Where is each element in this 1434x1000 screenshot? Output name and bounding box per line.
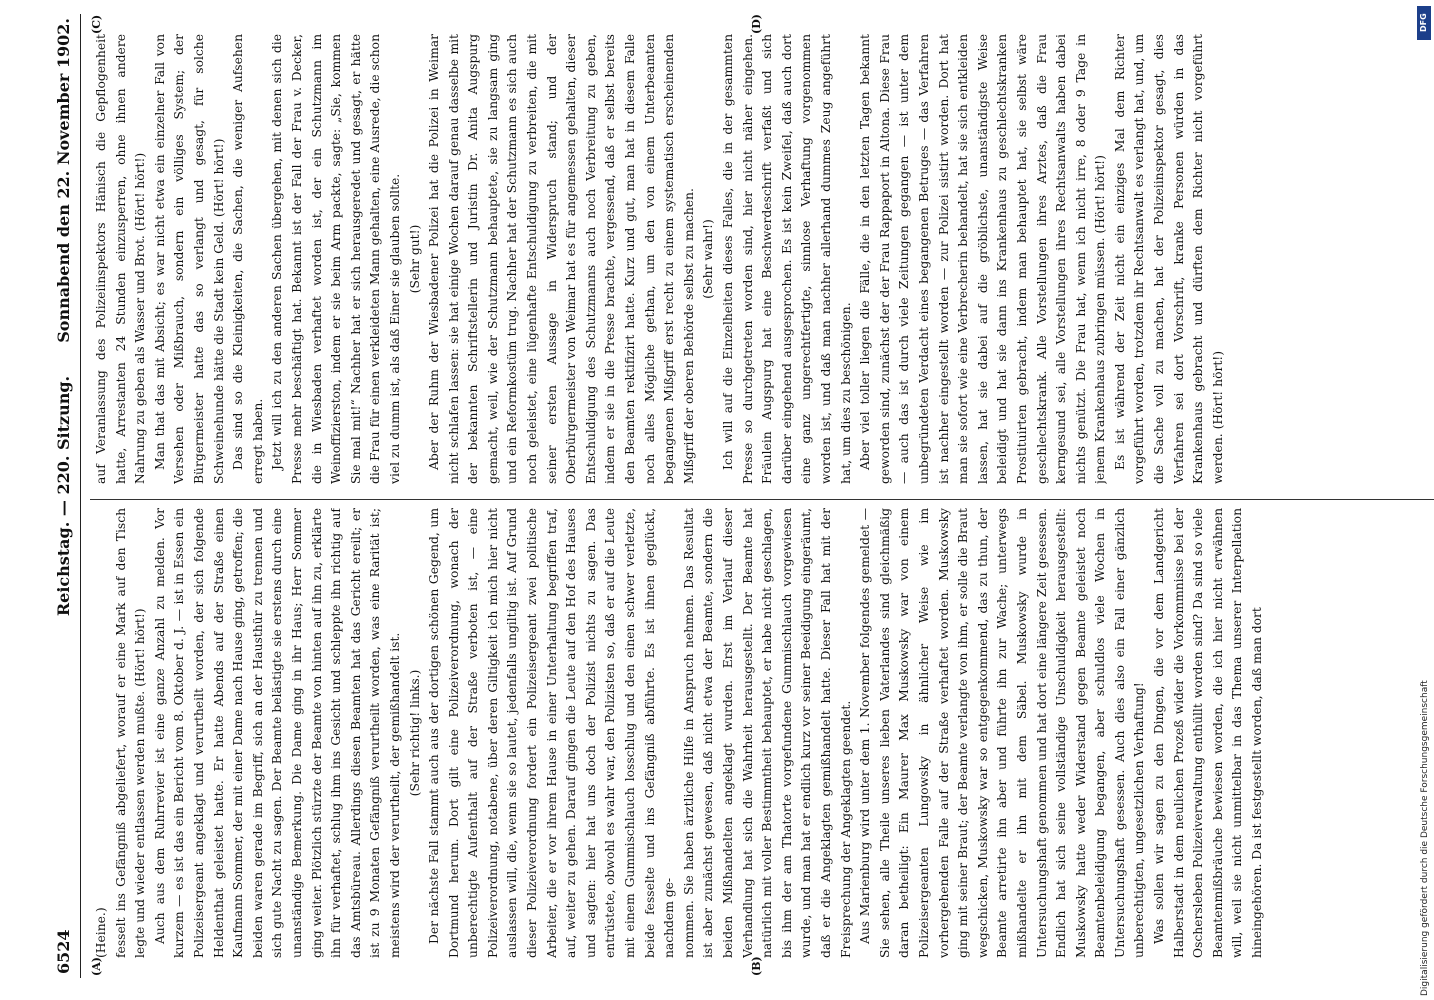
interjection: (Sehr richtig! links.) xyxy=(407,669,422,797)
rotated-page xyxy=(50,14,1434,978)
paragraph: nommen. Sie haben ärztliche Hilfe in Anspruch nehmen. Das Resultat ist aber zunächst gewesen, daß nicht etwa der Beamte, sondern die beiden Mißhandelten angeklagt wurden. Erst im Verlauf dieser Verhandlung hat sich die Wahrheit herausgestellt. Der Beamte hat natürlich mit voller Bestimmtheit behauptet, er habe nicht geschlagen, bis ihm der am Thatorte vorgefundene Gummischlauch vorgewiesen wurde, und man hat er endlich kurz vor seiner Beeidigung eingeräumt, daß er die Angeklagten gemißhandelt hatte. Dieser Fall hat mit der Freisprechung der Angeklagten geendet. xyxy=(681,508,853,958)
paragraph: Aber der Ruhm der Wiesbadener Polizei hat die Polizei in Weimar nicht schlafen lassen: sie hat einige Wochen darauf genau dasselbe mit der bekannten Schriftstellerin und Juristin Dr. Anita Augspurg gemacht, weil, wie der Schutzmann behauptete, sie zu langsam ging und ein Reformkostüm trug. Nachher hat der Schutzmann es sich auch noch geleistet, eine lügenhafte Entschuldigung zu verbreiten, die mit seiner ersten Aussage in Widerspruch stand; und der Oberbürgermeister von Weimar hat es für angemessen gehalten, dieser Entschuldigung des Schutzmanns auch noch Verbreitung zu geben, indem er sie in die Presse brachte, vergessend, daß er selbst bereits den Beamten rektifizirt hatte. Kurz und gut, man hat in diesem Falle noch alles Mögliche gethan, um den von einem Unterbeamten begangenen Mißgriff erst recht zu einem systematisch erscheinenden Mißgriff der oberen Behörde selbst zu machen. xyxy=(427,34,696,484)
paragraph: fesselt ins Gefängniß abgeliefert, worauf er eine Mark auf den Tisch legte und wieder entlassen werden mußte. (Hört! hört!) xyxy=(113,508,148,958)
speaker-label: (Heine.) xyxy=(94,907,108,958)
column-separator xyxy=(90,499,1434,500)
paragraph: Ich will auf die Einzelheiten dieses Falles, die in der gesammten Presse so durchgetreten worden sind, hier nicht näher eingehen. Fräulein Augspurg hat eine Beschwerdeschrift verfaßt und sich darüber eingehend ausgesprochen. Es ist kein Zweifel, daß auch dort eine ganz ungerechtfertigte, sinnlose Verhaftung vorgenommen worden ist, und daß man nachher allerhand dummes Zeug angeführt hat, um dies zu beschönigen. xyxy=(721,34,853,484)
paragraph: Aber viel toller liegen die Fälle, die in den letzten Tagen bekannt geworden sind, zunächst der der Frau Rappaport in Altona. Diese Frau — auch das ist durch viele Zeitungen gegangen — ist unter dem unbegründeten Verdacht eines begangenen Betruges — das Verfahren ist nachher eingestellt worden — zur Polizei sistirt worden. Dort hat man sie sofort wie eine Verbrecherin behandelt, hat sie sich entkleiden lassen, hat sie dabei auf die gröblichste, unanständigste Weise beleidigt und hat sie dann ins Krankenhaus zu geschlechtskranken Prostituirten gebracht, indem man behauptet hat, sie selbst wäre geschlechtskrank. Alle Vorstellungen ihres Arztes, daß die Frau kerngesund sei, alle Vorstellungen ihres Rechtsanwalts haben dabei nichts genützt. Die Frau hat, wenn ich nicht irre, 8 oder 9 Tage in jenem Krankenhaus zubringen müssen. (Hört! hört!) xyxy=(858,34,1108,484)
interjection: (Sehr wahr!) xyxy=(701,219,716,299)
page-header xyxy=(50,14,80,978)
digitization-sidebar xyxy=(1414,0,1434,1000)
paragraph: Es ist während der Zeit nicht ein einziges Mal dem Richter vorgeführt worden, trotzdem ihr Rechtsanwalt es verlangt hat, und, um die Sache voll zu machen, hat der Polizeiinspektor gesagt, dies Verfahren sei dort Vorschrift, kranke Personen würden in das Krankenhaus gebracht und dürften dem Richter nicht vorgeführt werden. (Hört! hört!) xyxy=(1112,34,1225,484)
paragraph: Auch aus dem Ruhrrevier ist eine ganze Anzahl zu melden. Vor kurzem — es ist das ein Bericht vom 8. Oktober d. J. — ist in Essen ein Polizeisergeant angeklagt und verurtheilt worden, der sich folgende Heldenthat geleistet hatte. Er hatte Abends auf der Straße einen Kaufmann Sommer, der mit einer Dame nach Hause ging, getroffen; die beiden waren gerade im Begriff, sich an der Hausthür zu trennen und sich gute Nacht zu sagen. Der Beamte belästigte sie erstens durch eine unanständige Bemerkung. Die Dame ging in ihr Haus; Herr Sommer ging weiter. Plötzlich stürzte der Beamte von hinten auf ihn zu, erklärte ihn für verhaftet, schlug ihm ins Gesicht und schleppte ihn richtig auf das Amtsbüreau. Allerdings diesen Beamten hat das Gericht ereilt; er ist zu 9 Monaten Gefängniß verurtheilt worden, was eine Rarität ist; meistens wird der verurtheilt, der gemißhandelt ist. xyxy=(152,508,402,958)
dfg-logo: DFG xyxy=(1417,6,1431,40)
left-column xyxy=(92,508,1434,958)
paragraph: Aus Marienburg wird unter dem 1. November folgendes gemeldet — Sie sehen, alle Theile unseres lieben Vaterlandes sind gleichmäßig daran betheiligt: Ein Maurer Max Muskowsky war von einem Polizeisergeanten Lungowsky in ähnlicher Weise wie im vorhergehenden Falle auf der Straße verhaftet worden. Muskowsky ging mit seiner Braut; der Beamte verlangte von ihm, er solle die Braut wegschicken, Muskowsky war so entgegenkommend, das zu thun, der Beamte arretirte ihn aber und führte ihn zur Wache; unterwegs mißhandelte er ihn mit dem Säbel. Muskowsky wurde in Untersuchungshaft genommen und hat dort eine längere Zeit gesessen. Endlich hat sich seine vollständige Unschuldigkeit herausgestellt: Muskowsky hatte weder Widerstand gegen Beamte geleistet noch Beamtenbeleidigung begangen, aber schuldlos viele Wochen in Untersuchungshaft gesessen. Auch dies also ein Fall einer gänzlich unberechtigten, ungesetzlichen Verhaftung! xyxy=(858,508,1147,958)
paragraph: Der nächste Fall stammt auch aus der dortigen schönen Gegend, um Dortmund herum. Dort gilt eine Polizeiverordnung, wonach der unberechtigte Aufenthalt auf der Straße verboten ist, — eine Polizeiverordnung, notabene, über deren Giltigkeit ich mich hier nicht auslassen will, die, wenn sie so lautet, jedenfalls ungiltig ist. Auf Grund dieser Polizeiverordnung fordert ein Polizeisergeant zwei politische Arbeiter, die er vor ihrem Hause in einer Unterhaltung begriffen traf, auf, weiter zu gehen. Darauf gingen die Leute auf den Hof des Hauses und sagten: hier hat uns doch der Polizist nichts zu sagen. Das entrüstete, obwohl es wahr war, den Polizisten so, daß er auf die Leute mit einem Gummischlauch losschlug und den einen schwer verletzte, beide fesselte und ins Gefängniß abführte. Es ist ihnen geglückt, nachdem ge- xyxy=(427,508,677,958)
margin-marker-b: (B) xyxy=(750,956,763,976)
paragraph: auf Veranlassung des Polizeiinspektors Hänisch die Gepflogenheit hatte, Arrestanten 24 Stunden einzusperren, ohne ihnen andere Nahrung zu geben als Wasser und Brot. (Hört! hört!) xyxy=(94,34,148,484)
page-number: 6524 xyxy=(54,929,73,974)
interjection: (Sehr gut!) xyxy=(407,224,422,294)
margin-marker-d: (D) xyxy=(750,14,763,34)
paragraph: Man that das mit Absicht; es war nicht etwa ein einzelner Fall von Versehen oder Mißbrauch, sondern ein völliges System; der Bürgermeister hatte das so verlangt und gesagt, für solche Schweinehunde hätte die Stadt kein Geld. (Hört! hört!) xyxy=(152,34,226,484)
session-title: Reichstag. — 220. Sitzung. xyxy=(54,375,73,617)
paragraph: Jetzt will ich zu den anderen Sachen übergehen, mit denen sich die Presse mehr beschäftigt hat. Bekannt ist der Fall der Frau v. Decker, die in Wiesbaden verhaftet worden ist, der ein Schutzmann im Weinoffizierston, indem er sie beim Arm packte, sagte: „Sie, kommen Sie mal mit!“ Nachher hat er sich herausgeredet und gesagt, er hätte die Frau für einen verkleideten Mann gehalten, eine Ausrede, die schon viel zu dumm ist, als daß Einer sie glauben sollte. xyxy=(270,34,402,484)
session-date: Sonnabend den 22. November 1902. xyxy=(54,18,73,343)
margin-marker-a: (A) xyxy=(90,957,103,976)
margin-marker-c: (C) xyxy=(90,14,103,34)
funding-notice: Digitalisierung gefördert durch die Deutsche Forschungsgemeinschaft xyxy=(1420,680,1430,996)
right-column xyxy=(92,34,1434,484)
paragraph: Was sollen wir sagen zu den Dingen, die vor dem Landgericht Halberstadt in dem neulichen Prozeß wider die Vorkommnisse bei der Oschersleben Polizeiverwaltung enthüllt worden sind? Da sind so viele Beamtenmißbräuche bewiesen worden, die ich hier nicht erwähnen will, weil sie nicht unmittelbar in das Thema unserer Interpellation hineingehören. Da ist festgestellt worden, daß man dort xyxy=(1152,508,1265,958)
paragraph: Das sind so die Kleinigkeiten, die Sachen, die weniger Aufsehen erregt haben. xyxy=(231,34,265,484)
header-rule xyxy=(80,14,81,978)
